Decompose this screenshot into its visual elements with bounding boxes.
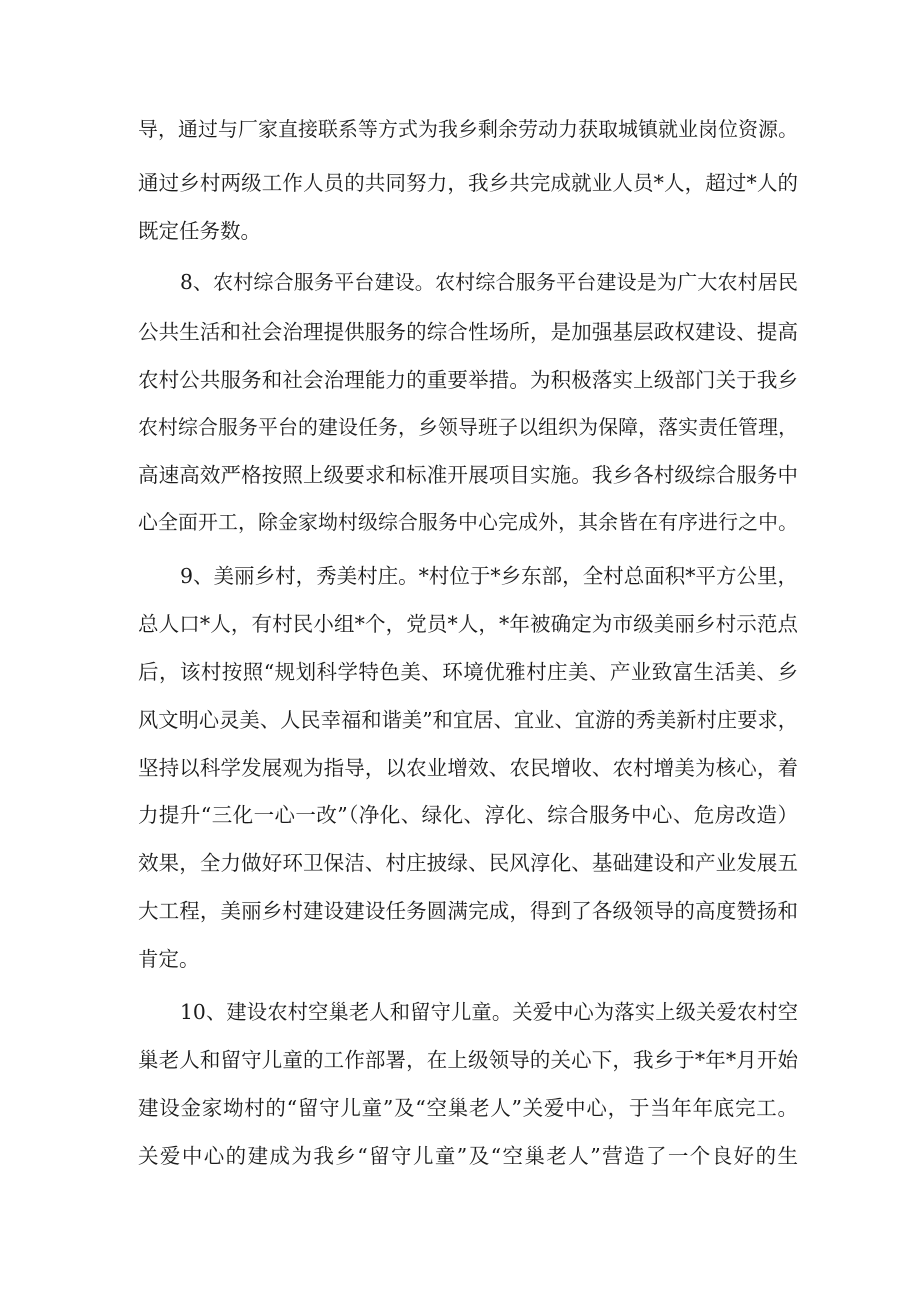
text-line: 总人口*人，有村民小组*个，党员*人，*年被确定为市级美丽乡村示范点 — [138, 612, 798, 636]
text-line: 心全面开工，除金家坳村级综合服务中心完成外，其余皆在有序进行之中。 — [138, 511, 798, 534]
paragraph-9-heading-line: 9、美丽乡村，秀美村庄。*村位于*乡东部，全村总面积*平方公里， — [180, 564, 798, 588]
text-line: 巢老人和留守儿童的工作部署，在上级领导的关心下，我乡于*年*月开始 — [138, 1048, 798, 1072]
text-line: 坚持以科学发展观为指导，以农业增效、农民增收、农村增美为核心，着 — [138, 756, 798, 780]
text-line: 建设金家坳村的“留守儿童”及“空巢老人”关爱中心，于当年年底完工。 — [138, 1096, 798, 1120]
text-line: 肯定。 — [138, 947, 200, 971]
text-line: 力提升“三化一心一改”（净化、绿化、淳化、综合服务中心、危房改造） — [138, 803, 798, 827]
text-line: 通过乡村两级工作人员的共同努力，我乡共完成就业人员*人，超过*人的 — [138, 171, 798, 195]
text-line: 风文明心灵美、人民幸福和谐美”和宜居、宜业、宜游的秀美新村庄要求， — [138, 708, 798, 732]
text-line: 既定任务数。 — [138, 219, 261, 243]
text-line: 农村综合服务平台的建设任务，乡领导班子以组织为保障，落实责任管理， — [138, 416, 798, 439]
text-line: 公共生活和社会治理提供服务的综合性场所，是加强基层政权建设、提高 — [138, 320, 798, 344]
text-line: 后，该村按照“规划科学特色美、环境优雅村庄美、产业致富生活美、乡 — [138, 660, 798, 684]
paragraph-8-heading-line: 8、农村综合服务平台建设。农村综合服务平台建设是为广大农村居民 — [180, 270, 798, 294]
text-line: 高速高效严格按照上级要求和标准开展项目实施。我乡各村级综合服务中 — [138, 463, 798, 487]
text-line: 农村公共服务和社会治理能力的重要举措。为积极落实上级部门关于我乡 — [138, 368, 798, 392]
text-line: 关爱中心的建成为我乡“留守儿童”及“空巢老人”营造了一个良好的生 — [138, 1144, 798, 1168]
text-line: 导，通过与厂家直接联系等方式为我乡剩余劳动力获取城镇就业岗位资源。 — [138, 118, 798, 141]
text-line: 效果，全力做好环卫保洁、村庄披绿、民风淳化、基础建设和产业发展五 — [138, 851, 798, 875]
paragraph-10-heading-line: 10、建设农村空巢老人和留守儿童。关爱中心为落实上级关爱农村空 — [180, 1000, 798, 1024]
text-line: 大工程，美丽乡村建设建设任务圆满完成，得到了各级领导的高度赞扬和 — [138, 899, 798, 923]
